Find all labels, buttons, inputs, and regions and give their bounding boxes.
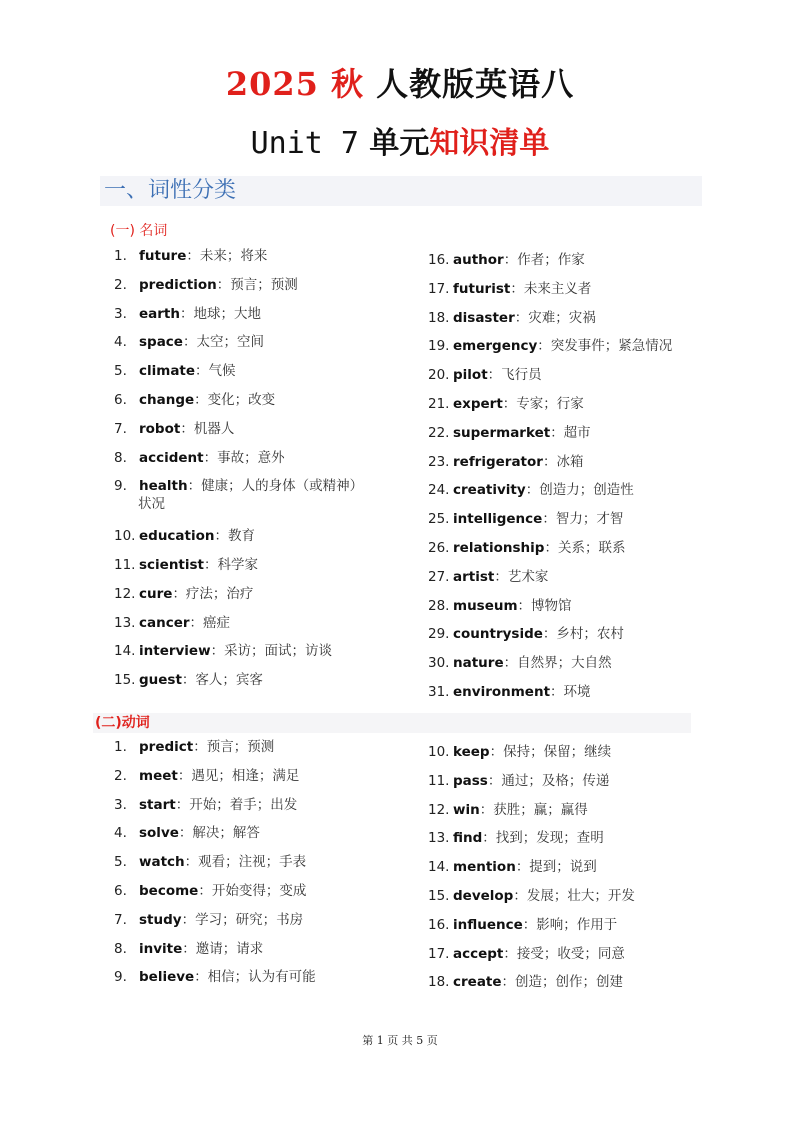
item-number: 5. bbox=[114, 854, 127, 871]
list-item bbox=[114, 276, 394, 305]
item-number: 5. bbox=[114, 363, 127, 380]
item-number: 23. bbox=[428, 453, 450, 470]
item-word: mention bbox=[453, 859, 516, 876]
item-number: 16. bbox=[428, 916, 450, 933]
item-number: 10. bbox=[114, 528, 136, 545]
item-meaning: ：客人；宾客 bbox=[181, 672, 263, 689]
list-item bbox=[114, 796, 394, 825]
list-item bbox=[428, 625, 708, 654]
item-word: believe bbox=[139, 969, 195, 986]
item-meaning: ：邀请；请求 bbox=[182, 940, 264, 957]
list-item bbox=[428, 945, 708, 974]
list-item bbox=[428, 801, 708, 830]
item-number: 11. bbox=[114, 556, 136, 573]
title-year-season: 2025 秋 bbox=[225, 65, 365, 103]
list-item bbox=[114, 767, 394, 796]
item-meaning: ：智力；才智 bbox=[542, 511, 624, 528]
list-item bbox=[114, 449, 394, 478]
item-word: study bbox=[139, 911, 182, 928]
item-meaning: ：机器人 bbox=[180, 420, 235, 437]
list-item bbox=[428, 916, 708, 945]
item-word: accept bbox=[453, 945, 504, 962]
list-item bbox=[114, 585, 394, 614]
item-word: artist bbox=[453, 568, 495, 585]
list-item bbox=[428, 453, 708, 482]
item-number: 21. bbox=[428, 395, 450, 412]
item-word: interview bbox=[139, 643, 211, 660]
item-word: expert bbox=[453, 395, 503, 412]
list-item bbox=[114, 738, 394, 767]
list-item bbox=[428, 539, 708, 568]
verb-list-right bbox=[428, 743, 708, 1002]
item-meaning: ：科学家 bbox=[204, 556, 259, 573]
list-item bbox=[114, 940, 394, 969]
item-word: accident bbox=[139, 449, 204, 466]
list-item bbox=[428, 510, 708, 539]
list-item bbox=[428, 772, 708, 801]
section-heading: 一、词性分类 bbox=[100, 176, 702, 206]
item-meaning: ：预言；预测 bbox=[193, 739, 275, 755]
item-word: change bbox=[139, 391, 195, 408]
page-footer: 第 1 页 共 5 页 bbox=[362, 1034, 438, 1047]
item-word: futurist bbox=[453, 280, 511, 297]
item-number: 28. bbox=[428, 597, 450, 614]
item-number: 6. bbox=[114, 391, 127, 408]
list-item bbox=[114, 333, 394, 362]
document-subtitle bbox=[0, 122, 800, 166]
noun-heading: (一) 名词 bbox=[110, 223, 168, 239]
list-item bbox=[114, 420, 394, 449]
list-item bbox=[428, 887, 708, 916]
item-number: 9. bbox=[114, 478, 127, 495]
list-item bbox=[428, 424, 708, 453]
list-item bbox=[428, 309, 708, 338]
item-word: supermarket bbox=[453, 424, 551, 441]
item-word: pilot bbox=[453, 367, 488, 384]
item-word: intelligence bbox=[453, 511, 543, 528]
item-word: climate bbox=[139, 363, 196, 380]
item-number: 8. bbox=[114, 940, 127, 957]
item-number: 12. bbox=[428, 801, 450, 818]
item-meaning: ：发展；壮大；开发 bbox=[513, 887, 635, 904]
item-word: meet bbox=[139, 767, 178, 784]
item-meaning: ：超市 bbox=[550, 424, 591, 441]
list-item bbox=[114, 362, 394, 391]
item-number: 2. bbox=[114, 276, 127, 293]
item-meaning: ：开始变得；变成 bbox=[198, 882, 307, 899]
verb-list-left bbox=[114, 738, 394, 997]
item-number: 14. bbox=[114, 643, 136, 660]
item-meaning: ：观看；注视；手表 bbox=[184, 854, 307, 871]
item-word: emergency bbox=[453, 338, 538, 355]
item-word: nature bbox=[453, 655, 504, 672]
item-number: 4. bbox=[114, 334, 127, 351]
item-meaning: ：未来主义者 bbox=[510, 280, 592, 297]
item-word: cure bbox=[139, 585, 173, 602]
item-meaning: ：保持；保留；继续 bbox=[489, 744, 612, 760]
list-item bbox=[114, 853, 394, 882]
subtitle-unit: Unit 7 bbox=[250, 126, 359, 161]
item-meaning: ：采访；面试；访谈 bbox=[210, 643, 333, 660]
item-word: create bbox=[453, 974, 502, 991]
item-number: 7. bbox=[114, 420, 127, 437]
item-number: 26. bbox=[428, 539, 450, 556]
item-number: 4. bbox=[114, 825, 127, 842]
list-item bbox=[428, 654, 708, 683]
item-number: 1. bbox=[114, 248, 127, 264]
list-item bbox=[428, 481, 708, 510]
list-item bbox=[114, 391, 394, 420]
item-meaning-continued: 状况 bbox=[138, 496, 165, 513]
subtitle-knowledge-list: 知识清单 bbox=[429, 126, 550, 161]
list-item bbox=[114, 305, 394, 334]
item-meaning: ：遇见；相逢；满足 bbox=[177, 767, 300, 784]
item-word: relationship bbox=[453, 539, 545, 556]
item-word: museum bbox=[453, 597, 518, 614]
item-meaning: ：创造；创作；创建 bbox=[501, 974, 624, 991]
item-word: influence bbox=[453, 916, 523, 933]
item-meaning: ：找到；发现；查明 bbox=[482, 830, 604, 847]
item-number: 27. bbox=[428, 568, 450, 585]
item-word: countryside bbox=[453, 626, 543, 643]
item-number: 3. bbox=[114, 305, 127, 322]
item-word: keep bbox=[453, 744, 490, 760]
item-word: earth bbox=[139, 305, 180, 322]
item-meaning: ：气候 bbox=[195, 363, 236, 380]
list-item bbox=[114, 968, 394, 997]
item-word: education bbox=[139, 528, 215, 545]
item-number: 24. bbox=[428, 482, 450, 499]
item-word: become bbox=[139, 882, 199, 899]
item-word: prediction bbox=[139, 276, 217, 293]
list-item bbox=[428, 683, 708, 712]
item-word: health bbox=[139, 478, 188, 495]
list-item bbox=[114, 642, 394, 671]
item-meaning: ：专家；行家 bbox=[502, 395, 584, 412]
verb-heading: (二)动词 bbox=[93, 713, 691, 733]
item-word: environment bbox=[453, 683, 551, 700]
item-number: 12. bbox=[114, 585, 136, 602]
document-title bbox=[0, 62, 800, 106]
item-word: find bbox=[453, 830, 483, 847]
title-edition: 人教版英语八 bbox=[376, 65, 575, 103]
item-word: creativity bbox=[453, 482, 526, 499]
item-meaning: ：艺术家 bbox=[494, 568, 549, 585]
item-word: space bbox=[139, 334, 183, 351]
item-number: 15. bbox=[114, 672, 136, 689]
item-meaning: ：灾难；灾祸 bbox=[514, 309, 596, 326]
subtitle-unit-suffix: 单元 bbox=[369, 126, 430, 161]
item-meaning: ：通过；及格；传递 bbox=[487, 772, 610, 789]
item-meaning: ：变化；改变 bbox=[194, 391, 276, 408]
list-item bbox=[428, 280, 708, 309]
item-number: 30. bbox=[428, 655, 450, 672]
item-number: 16. bbox=[428, 252, 450, 268]
item-word: win bbox=[453, 801, 480, 818]
item-meaning: ：乡村；农村 bbox=[542, 626, 624, 643]
item-number: 8. bbox=[114, 449, 127, 466]
item-word: guest bbox=[139, 672, 182, 689]
list-item bbox=[114, 247, 394, 276]
item-word: robot bbox=[139, 420, 181, 437]
list-item bbox=[428, 597, 708, 626]
item-number: 19. bbox=[428, 338, 450, 355]
item-meaning: ：创造力；创造性 bbox=[525, 482, 634, 499]
item-word: disaster bbox=[453, 309, 515, 326]
item-word: watch bbox=[139, 854, 185, 871]
list-item bbox=[114, 882, 394, 911]
item-meaning: ：地球；大地 bbox=[180, 305, 261, 322]
item-meaning: ：开始；着手；出发 bbox=[175, 796, 298, 813]
item-number: 2. bbox=[114, 767, 127, 784]
item-number: 18. bbox=[428, 309, 450, 326]
list-item bbox=[114, 824, 394, 853]
item-meaning: ：提到；说到 bbox=[515, 859, 597, 876]
item-number: 10. bbox=[428, 744, 450, 760]
item-meaning: ：教育 bbox=[214, 528, 256, 545]
list-item bbox=[114, 556, 394, 585]
item-word: refrigerator bbox=[453, 453, 543, 470]
item-number: 1. bbox=[114, 739, 127, 755]
list-item bbox=[428, 858, 708, 887]
list-item bbox=[428, 829, 708, 858]
item-number: 15. bbox=[428, 887, 450, 904]
item-number: 20. bbox=[428, 367, 450, 384]
item-word: author bbox=[453, 252, 504, 268]
item-number: 13. bbox=[114, 614, 136, 631]
item-meaning: ：相信；认为有可能 bbox=[194, 969, 316, 986]
item-meaning: ：接受；收受；同意 bbox=[503, 945, 625, 962]
item-meaning: ：癌症 bbox=[189, 614, 231, 631]
item-number: 9. bbox=[114, 969, 127, 986]
item-meaning: ：健康；人的身体（或精神） bbox=[187, 478, 364, 495]
item-number: 11. bbox=[428, 772, 450, 789]
item-word: start bbox=[139, 796, 176, 813]
item-number: 13. bbox=[428, 830, 450, 847]
item-meaning: ：环境 bbox=[550, 683, 591, 700]
list-item bbox=[428, 251, 708, 280]
list-item bbox=[428, 337, 708, 366]
item-meaning: ：事故；意外 bbox=[203, 449, 285, 466]
item-number: 14. bbox=[428, 859, 450, 876]
item-word: predict bbox=[139, 739, 194, 755]
list-item bbox=[114, 614, 394, 643]
item-meaning: ：自然界；大自然 bbox=[503, 655, 612, 672]
item-meaning: ：学习；研究；书房 bbox=[181, 911, 304, 928]
list-item bbox=[428, 568, 708, 597]
item-number: 7. bbox=[114, 911, 127, 928]
list-item bbox=[428, 366, 708, 395]
item-meaning: ：获胜；赢；赢得 bbox=[479, 801, 588, 818]
list-item bbox=[428, 743, 708, 772]
item-word: pass bbox=[453, 772, 488, 789]
item-meaning: ：预言；预测 bbox=[216, 276, 298, 293]
list-item bbox=[428, 395, 708, 424]
item-meaning: ：未来；将来 bbox=[186, 248, 268, 264]
item-meaning: ：作者；作家 bbox=[503, 252, 585, 268]
item-meaning: ：冰箱 bbox=[542, 453, 584, 470]
list-item bbox=[114, 477, 394, 527]
item-number: 17. bbox=[428, 280, 450, 297]
item-meaning: ：突发事件；紧急情况 bbox=[537, 338, 673, 355]
item-number: 25. bbox=[428, 511, 450, 528]
noun-list-left bbox=[114, 247, 394, 700]
item-word: scientist bbox=[139, 556, 205, 573]
item-number: 3. bbox=[114, 796, 127, 813]
list-item bbox=[428, 973, 708, 1002]
list-item bbox=[114, 527, 394, 556]
item-meaning: ：飞行员 bbox=[487, 367, 542, 384]
item-number: 29. bbox=[428, 626, 450, 643]
list-item bbox=[114, 911, 394, 940]
list-item bbox=[114, 671, 394, 700]
item-meaning: ：疗法；治疗 bbox=[172, 585, 254, 602]
item-meaning: ：解决；解答 bbox=[178, 825, 260, 842]
item-number: 17. bbox=[428, 945, 450, 962]
item-number: 22. bbox=[428, 424, 450, 441]
item-word: develop bbox=[453, 887, 514, 904]
item-word: cancer bbox=[139, 614, 190, 631]
item-number: 31. bbox=[428, 683, 450, 700]
item-number: 6. bbox=[114, 882, 127, 899]
item-number: 18. bbox=[428, 974, 450, 991]
item-word: invite bbox=[139, 940, 183, 957]
item-meaning: ：博物馆 bbox=[517, 597, 572, 614]
noun-list-right bbox=[428, 251, 708, 712]
item-meaning: ：太空；空间 bbox=[182, 334, 264, 351]
item-word: solve bbox=[139, 825, 179, 842]
item-meaning: ：影响；作用于 bbox=[522, 916, 618, 933]
item-meaning: ：关系；联系 bbox=[544, 539, 626, 556]
item-word: future bbox=[139, 248, 187, 264]
